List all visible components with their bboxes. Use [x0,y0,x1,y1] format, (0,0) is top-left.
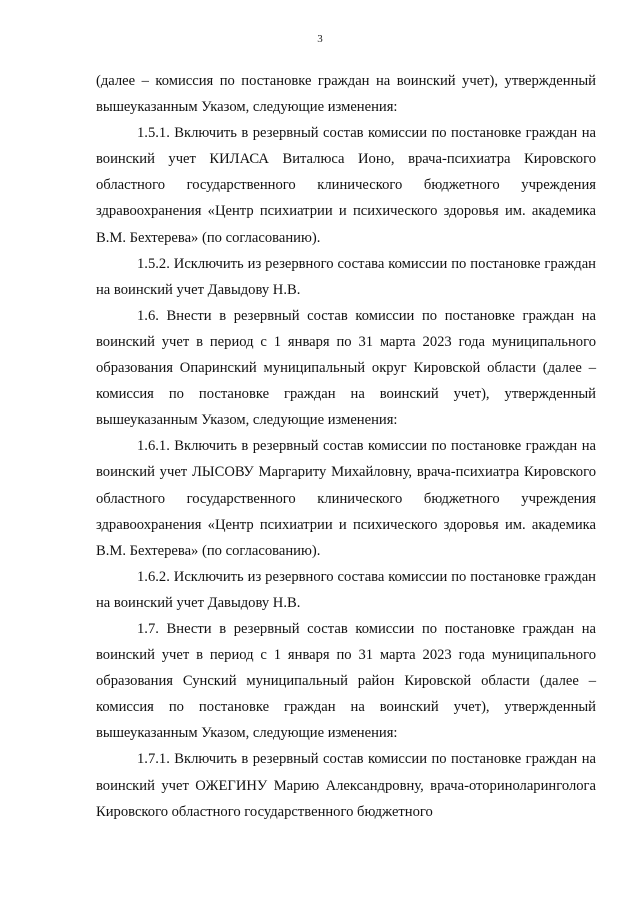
paragraph-1-5-2: 1.5.2. Исключить из резервного состава комиссии по постановке граждан на воинский учет Давыдову Н.В. [96,255,596,298]
paragraph-1-7-1: 1.7.1. Включить в резервный состав комиссии по постановке граждан на воинский учет ОЖЕГИНУ Марию Александровну, врача-оториноларинголога Кировского областного государственного бюджетного [96,751,596,820]
page-number: 3 [317,33,323,45]
document-body [96,68,596,825]
paragraph-1-5-1: 1.5.1. Включить в резервный состав комиссии по постановке граждан на воинский учет КИЛАСА Виталюса Ионо, врача-психиатра Кировского областного государственного клинического бюджетного учреждения здравоохранения «Центр психиатрии и психического здоровья им. академика В.М. Бехтерева» (по согласованию). [96,125,596,246]
paragraph-1-7: 1.7. Внести в резервный состав комиссии по постановке граждан на воинский учет в период с 1 января по 31 марта 2023 года муниципального образования Сунский муниципальный район Кировской области (далее – комиссия по постановке граждан на воинский учет), утвержденный вышеуказанным Указом, следующие изменения: [96,620,596,742]
paragraph-continuation: (далее – комиссия по постановке граждан на воинский учет), утвержденный вышеуказанным Указом, следующие изменения: [96,73,596,116]
paragraph-1-6: 1.6. Внести в резервный состав комиссии по постановке граждан на воинский учет в период с 1 января по 31 марта 2023 года муниципального образования Опаринский муниципальный округ Кировской области (далее – комиссия по постановке граждан на воинский учет), утвержденный вышеуказанным Указом, следующие изменения: [96,307,596,429]
paragraph-1-6-1: 1.6.1. Включить в резервный состав комиссии по постановке граждан на воинский учет ЛЫСОВУ Маргариту Михайловну, врача-психиатра Кировского областного государственного клинического бюджетного учреждения здравоохранения «Центр психиатрии и психического здоровья им. академика В.М. Бехтерева» (по согласованию). [96,438,596,559]
paragraph-1-6-2: 1.6.2. Исключить из резервного состава комиссии по постановке граждан на воинский учет Давыдову Н.В. [96,568,596,611]
